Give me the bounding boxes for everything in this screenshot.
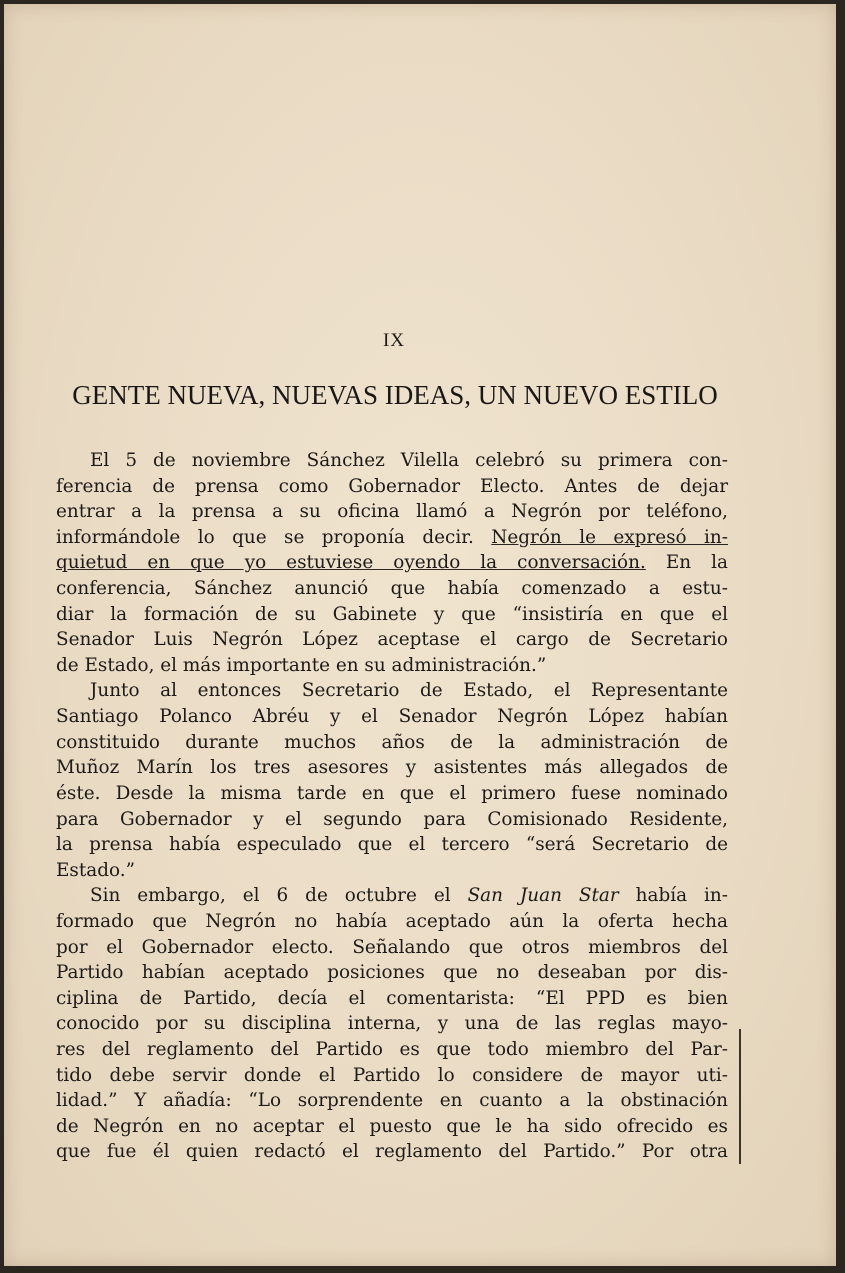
text-line: que fue él quien redactó el reglamento del Partido.” Por otra xyxy=(56,1141,728,1163)
text-segment: Sin embargo, el 6 de octubre el xyxy=(90,885,451,907)
body-text xyxy=(56,448,728,1165)
underlined-text: quietud en que yo estuviese oyendo la conversación. xyxy=(56,552,646,574)
text-line: Estado.” xyxy=(56,859,135,881)
newspaper-title: San Juan Star xyxy=(467,885,619,907)
text-line: conocido por su disciplina interna, y una de las reglas mayo- xyxy=(56,1013,728,1035)
text-line: para Gobernador y el segundo para Comisionado Residente, xyxy=(56,808,728,830)
text-line xyxy=(56,525,728,551)
text-line: El 5 de noviembre Sánchez Vilella celebró su primera con- xyxy=(90,450,728,471)
text-line: tido debe servir donde el Partido lo considere de mayor uti- xyxy=(56,1064,728,1086)
text-line: ciplina de Partido, decía el comentarista: “El PPD es bien xyxy=(56,987,728,1009)
text-line: Junto al entonces Secretario de Estado, el Representante xyxy=(90,680,728,702)
chapter-title: GENTE NUEVA, NUEVAS IDEAS, UN NUEVO ESTILO xyxy=(72,380,718,410)
text-line: ferencia de prensa como Gobernador Electo. Antes de dejar xyxy=(56,475,728,497)
text-line: éste. Desde la misma tarde en que el primero fuese nominado xyxy=(56,782,728,804)
text-line: de Estado, el más importante en su administración.” xyxy=(56,654,547,676)
text-line: lidad.” Y añadía: “Lo sorprendente en cuanto a la obstinación xyxy=(56,1090,728,1112)
text-line xyxy=(56,550,728,576)
book-page xyxy=(4,4,836,1266)
text-line: Muñoz Marín los tres asesores y asistentes más allegados de xyxy=(56,757,728,779)
margin-pencil-mark xyxy=(739,1029,747,1164)
text-line: constituido durante muchos años de la administración de xyxy=(56,731,728,753)
text-line: formado que Negrón no había aceptado aún la oferta hecha xyxy=(56,910,728,932)
text-segment: había in- xyxy=(635,885,728,907)
text-line: Santiago Polanco Abréu y el Senador Negrón López habían xyxy=(56,706,728,728)
underlined-text: Negrón le expresó in- xyxy=(491,526,728,548)
text-line xyxy=(56,883,728,909)
text-line: Senador Luis Negrón López aceptase el cargo de Secretario xyxy=(56,629,728,651)
text-segment: En la xyxy=(665,552,728,574)
text-line: conferencia, Sánchez anunció que había comenzado a estu- xyxy=(56,578,728,600)
text-line: diar la formación de su Gabinete y que “insistiría en que el xyxy=(56,603,728,625)
text-line: entrar a la prensa a su oficina llamó a Negrón por teléfono, xyxy=(56,501,728,523)
text-line: res del reglamento del Partido es que todo miembro del Par- xyxy=(56,1039,728,1061)
text-line: de Negrón en no aceptar el puesto que le ha sido ofrecido es xyxy=(56,1115,728,1137)
text-line: la prensa había especulado que el tercero “será Secretario de xyxy=(56,834,728,856)
chapter-number: IX xyxy=(382,330,406,351)
text-segment: informándole lo que se proponía decir. xyxy=(56,526,474,548)
text-line: Partido habían aceptado posiciones que no deseaban por dis- xyxy=(56,962,728,984)
text-line: por el Gobernador electo. Señalando que otros miembros del xyxy=(56,936,728,958)
